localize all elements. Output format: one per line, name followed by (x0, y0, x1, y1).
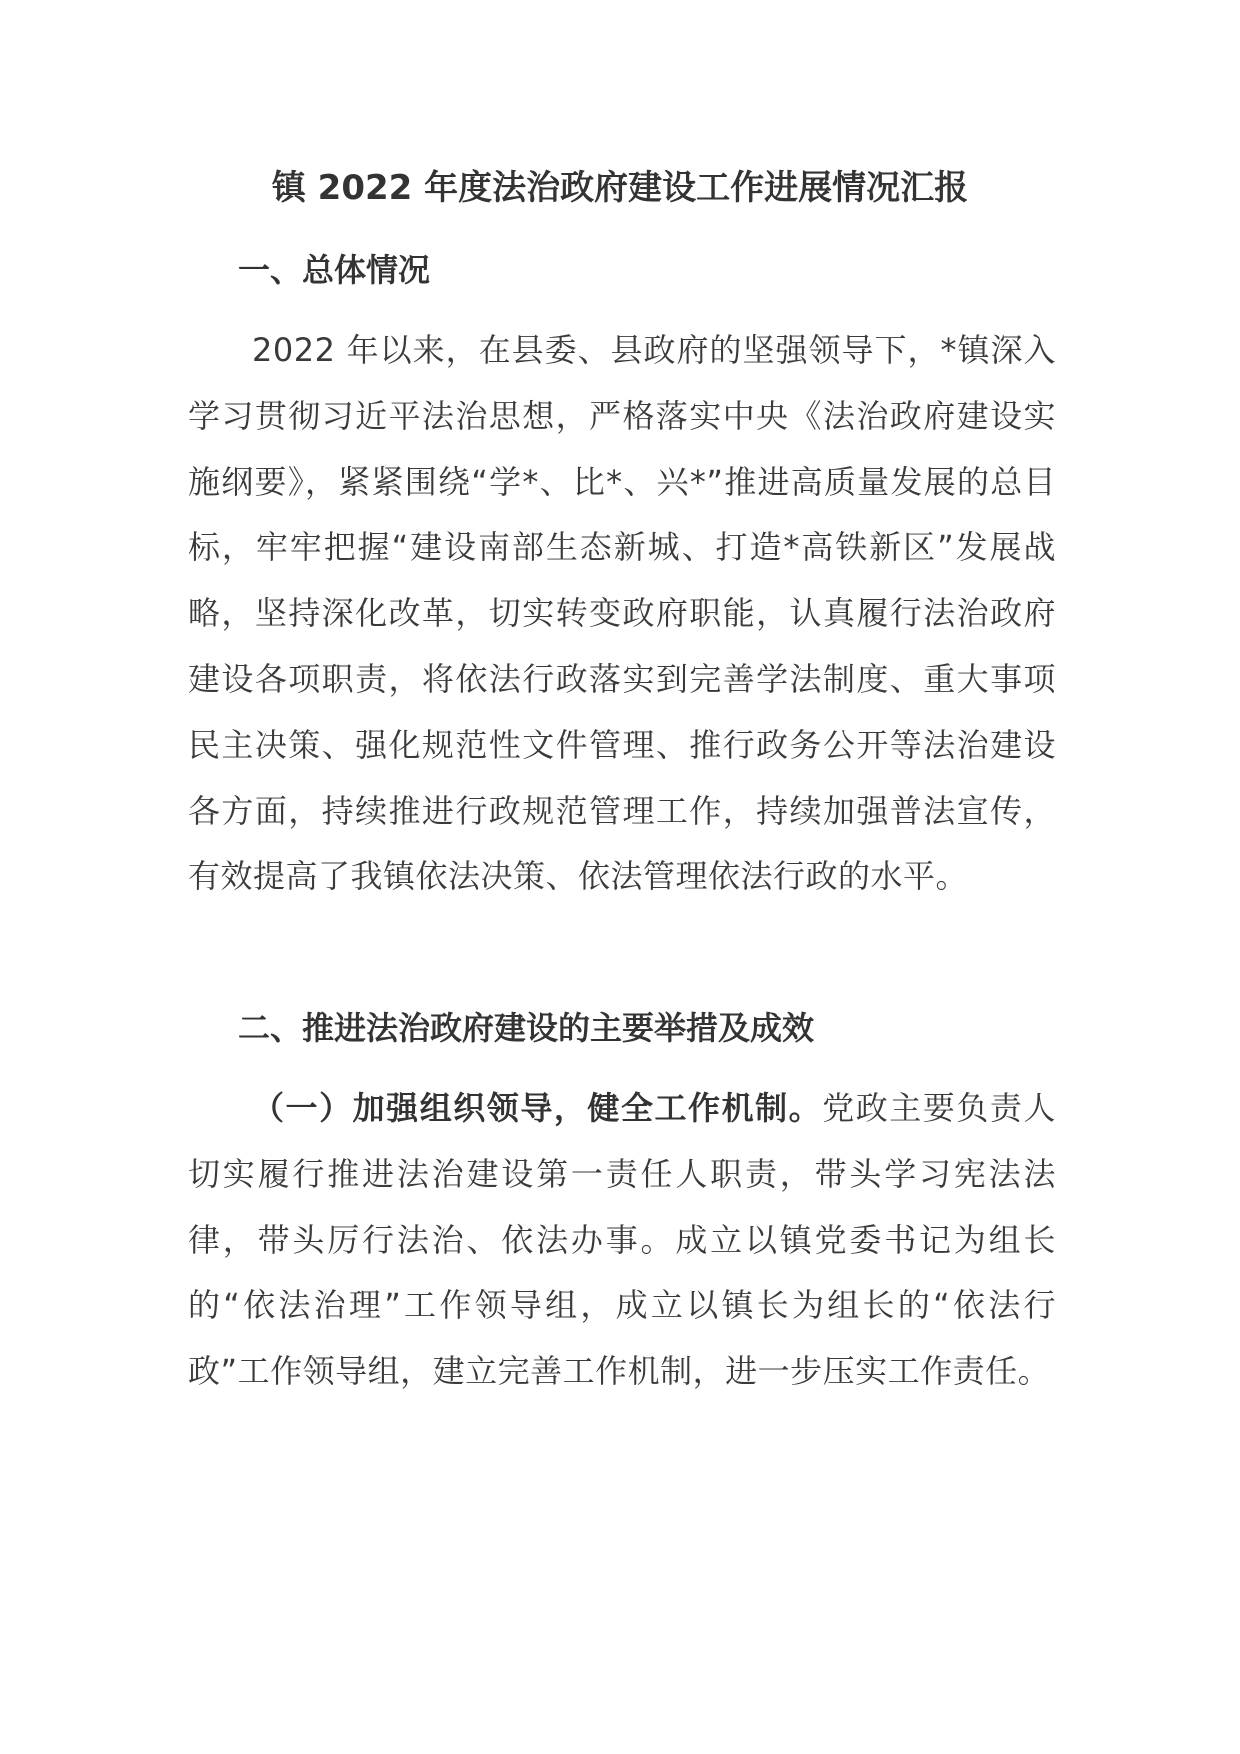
measures-paragraph-1 (188, 1076, 1056, 1405)
measures-item-body: 党政主要负责人切实履行推进法治建设第一责任人职责，带头学习宪法法律，带头厉行法治、依法办事。成立以镇党委书记为组长的“依法治理”工作领导组，成立以镇长为组长的“依法行政”工作领导组，建立完善工作机制，进一步压实工作责任。 (188, 1089, 1056, 1391)
overview-paragraph: 2022 年以来，在县委、县政府的坚强领导下，*镇深入学习贯彻习近平法治思想，严格落实中央《法治政府建设实施纲要》，紧紧围绕“学*、比*、兴*”推进高质量发展的总目标，牢牢把握“建设南部生态新城、打造*高铁新区”发展战略，坚持深化改革，切实转变政府职能，认真履行法治政府建设各项职责，将依法行政落实到完善学法制度、重大事项民主决策、强化规范性文件管理、推行政务公开等法治建设各方面，持续推进行政规范管理工作，持续加强普法宣传，有效提高了我镇依法决策、依法管理依法行政的水平。 (188, 331, 1056, 896)
document-title: 镇 2022 年度法治政府建设工作进展情况汇报 (271, 168, 969, 208)
section-heading-overview: 一、总体情况 (238, 251, 431, 289)
section-heading-measures: 二、推进法治政府建设的主要举措及成效 (238, 1009, 815, 1047)
measures-item-lead: （一）加强组织领导，健全工作机制。 (252, 1089, 823, 1127)
